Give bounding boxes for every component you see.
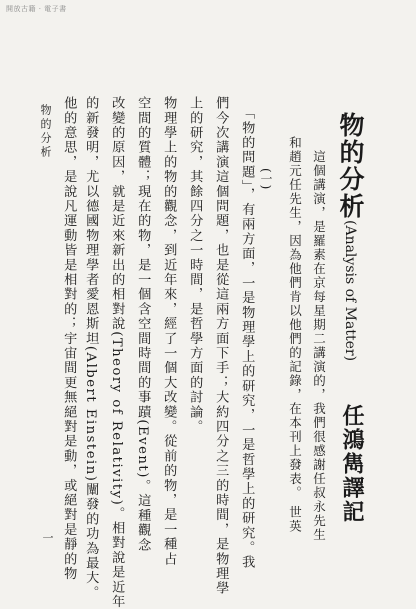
article-title xyxy=(338,112,363,361)
title-zh: 物的分析 xyxy=(336,112,365,220)
page-number: 一 xyxy=(41,532,54,543)
translator-credit: 任鴻雋譯記 xyxy=(339,404,365,524)
section-number: (一) xyxy=(259,168,273,190)
body-line-1: 「物的問題」，有兩方面，一是物理學上的研究，一是哲學上的研究。我 xyxy=(239,106,255,570)
intro-line-2: 和趙元任先生，因為他們肯以他們的記錄，在本刊上發表。 世英 xyxy=(287,136,303,534)
body-line-5: 空間的質體；現在的物，是一個含空間時間的事蹟(Event)。這種觀念 xyxy=(135,96,151,553)
intro-line-1: 這個講演，是羅素在京每星期二講演的，我們很感謝任叔永先生 xyxy=(311,150,327,542)
body-line-2: 們今次講演這個問題，也是從這兩方面下手；大約四分之三的時間，是物理學 xyxy=(213,96,229,596)
body-line-7: 的新發明，尤以德國物理學者愛恩斯坦(Albert Einstein)闡發的功為最大。 xyxy=(83,96,99,600)
body-line-3: 上的研究，其餘四分之一時間，是哲學方面的討論。 xyxy=(187,96,203,435)
watermark: 開放古籍 · 電子書 xyxy=(6,5,67,13)
body-line-8: 他的意思，是說凡運動皆是相對的；宇宙間更無絕對是動，或絕對是靜的物 xyxy=(61,96,77,582)
running-head: 物的分析 xyxy=(39,104,52,160)
title-english: (Analysis of Matter) xyxy=(342,220,358,362)
body-line-6: 改變的原因，就是近來新出的相對說(Theory of Relativity)。相對說是近年 xyxy=(109,96,125,609)
body-line-4: 物理學上的物的觀念，到近年來，經了一個大改變。從前的物，是一種占 xyxy=(161,96,177,567)
